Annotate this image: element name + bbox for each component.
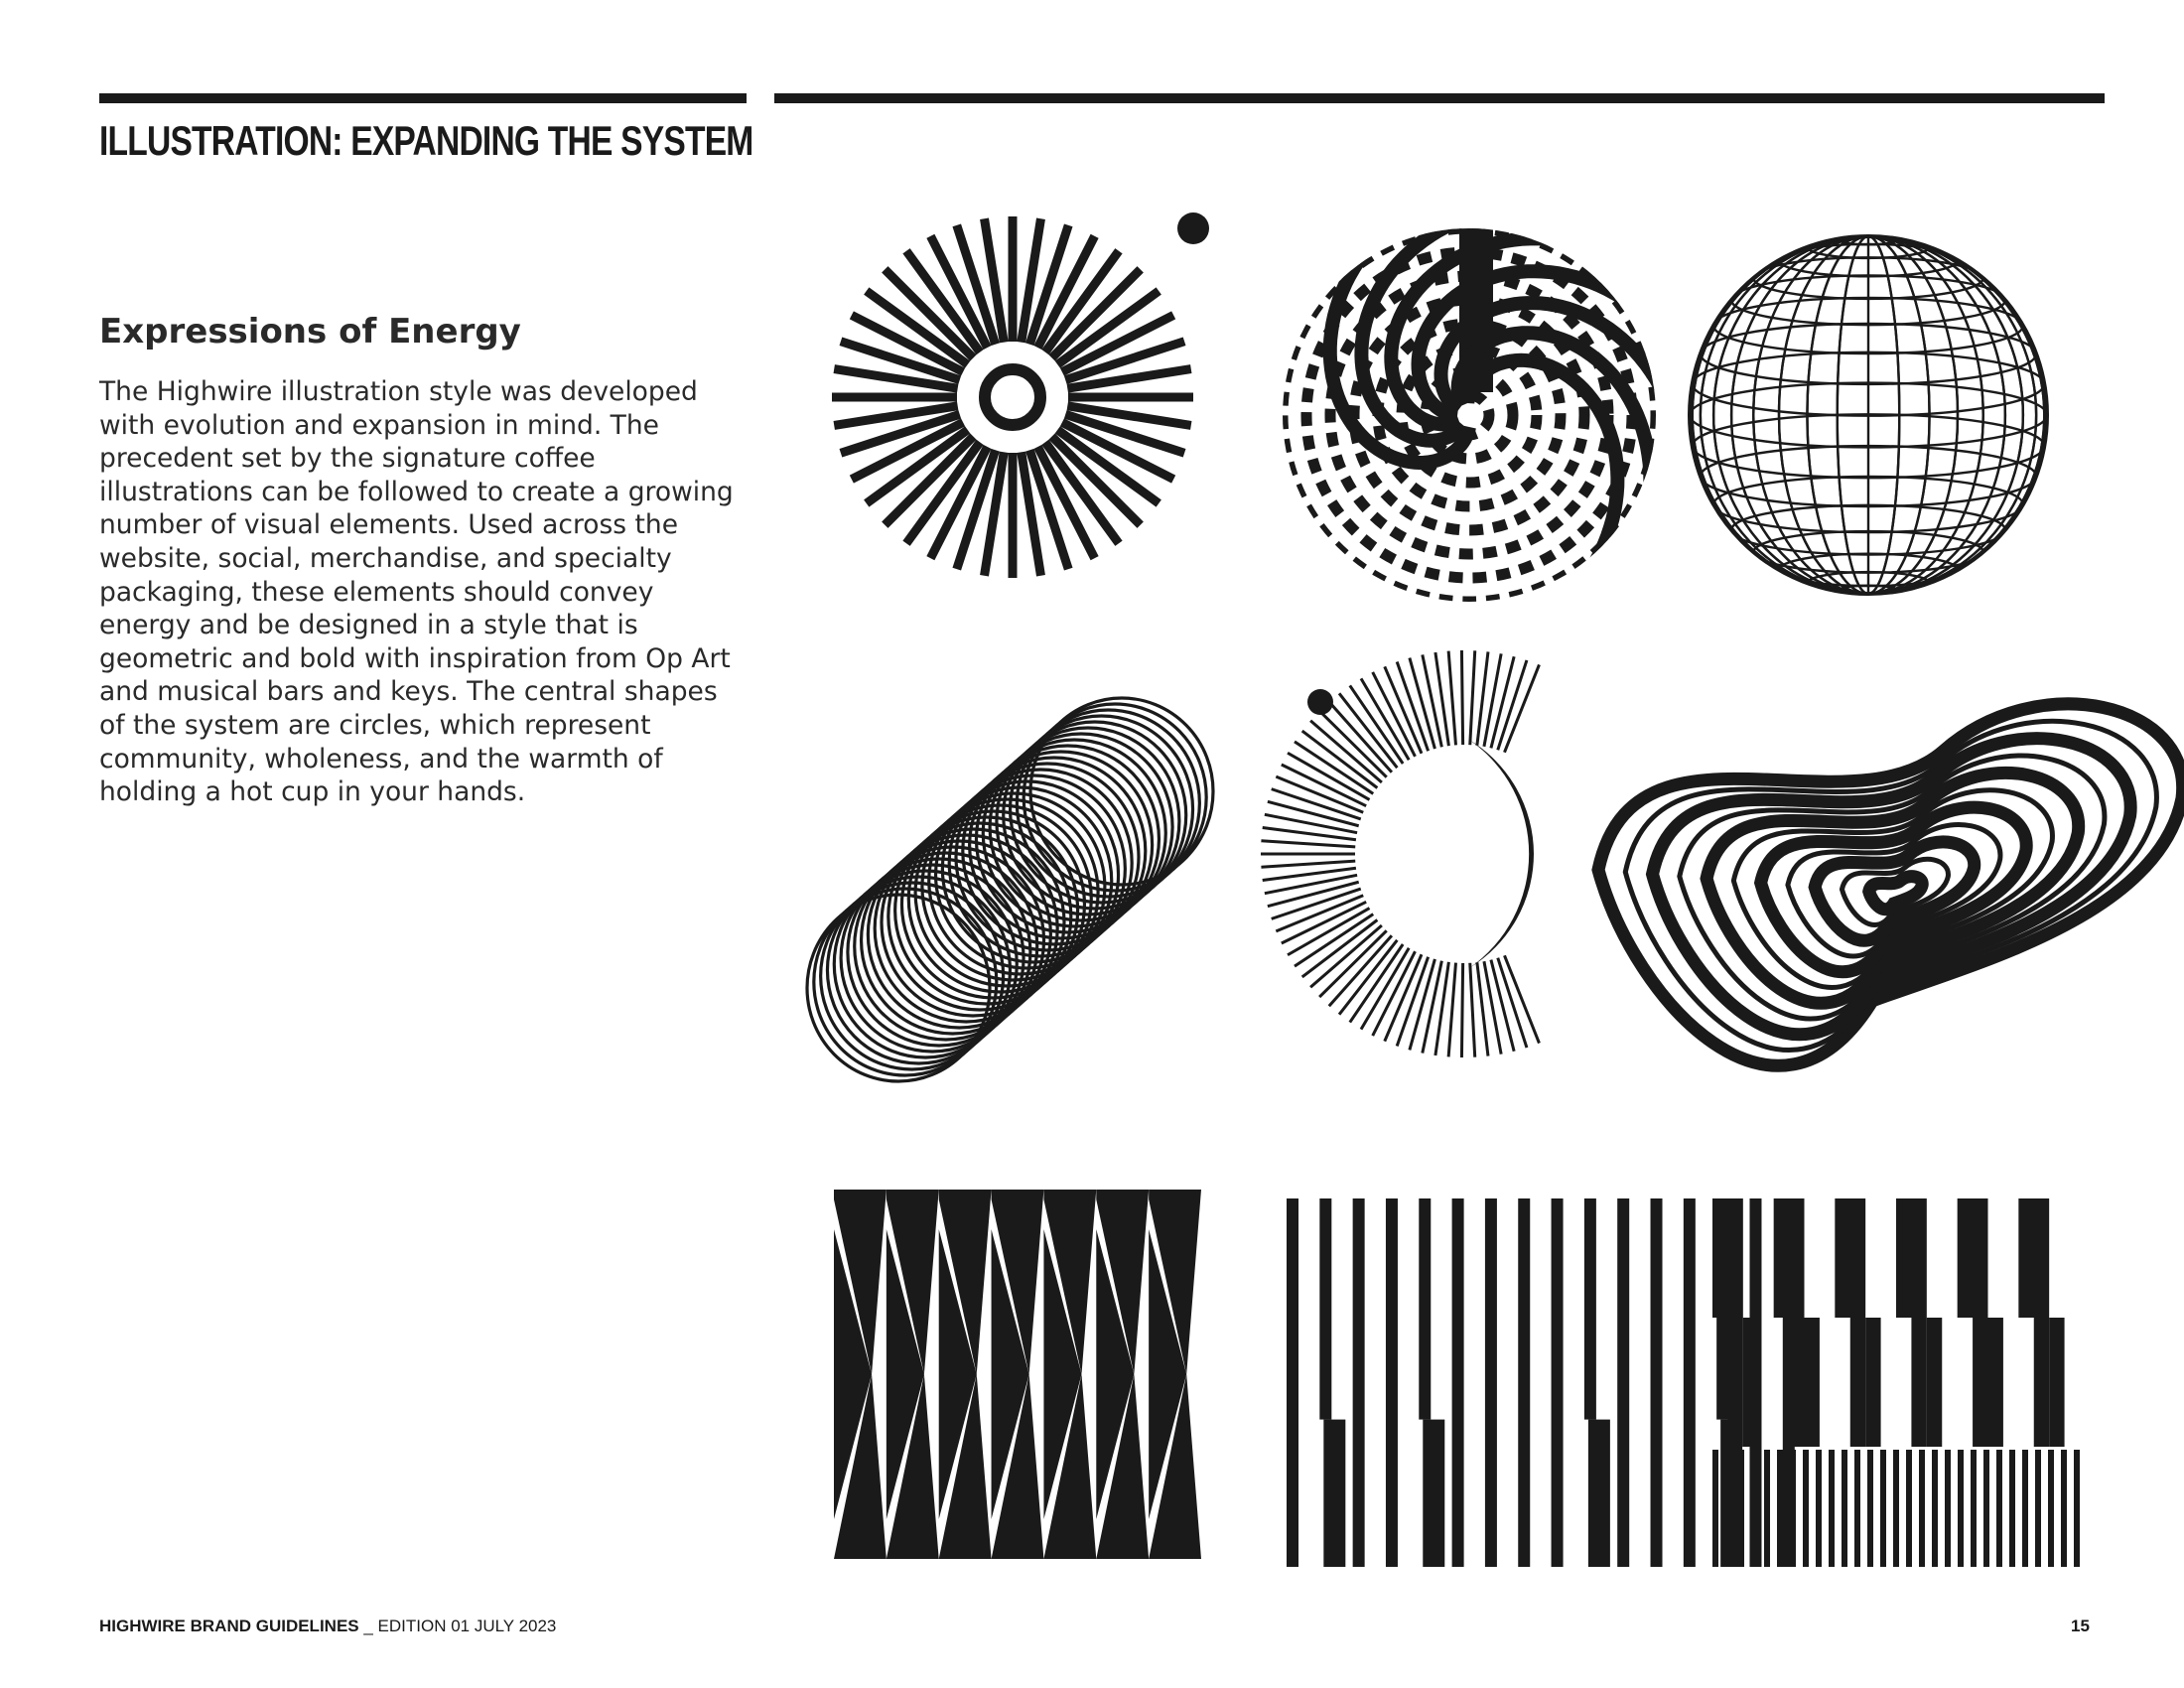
section-heading: Expressions of Energy	[99, 312, 521, 352]
page-title: ILLUSTRATION: EXPANDING THE SYSTEM	[99, 117, 753, 164]
page-number: 15	[2071, 1617, 2090, 1635]
piano-keys-icon	[1712, 1198, 2080, 1567]
section-body: The Highwire illustration style was developed with evolution and expansion in mind. The precedent set by the signature coffee illustrations can be followed to create a growing number of visual elements. Used across the website, social, merchandise, and specialty packaging, these elements should convey energy and be designed in a style that is geometric and bold with inspiration from Op Art and musical bars and keys. The central shapes of the system are circles, which represent community, wholeness, and the warmth of holding a hot cup in your hands.	[99, 376, 734, 808]
footer-brand: HIGHWIRE BRAND GUIDELINES	[99, 1617, 359, 1635]
topographic-blob-icon	[1598, 704, 2183, 1065]
footer-credit	[99, 1617, 556, 1636]
stacked-rings-capsule-icon	[807, 698, 1213, 1081]
footer-edition: _ EDITION 01 JULY 2023	[363, 1617, 557, 1635]
spiral-wave-sphere-icon	[1283, 204, 1672, 602]
sunburst-rays-icon	[832, 212, 1209, 578]
crescent-rays-icon	[1261, 650, 1539, 1057]
wireframe-globe-icon	[1690, 233, 2047, 597]
zigzag-triangles-icon	[834, 1190, 1201, 1559]
